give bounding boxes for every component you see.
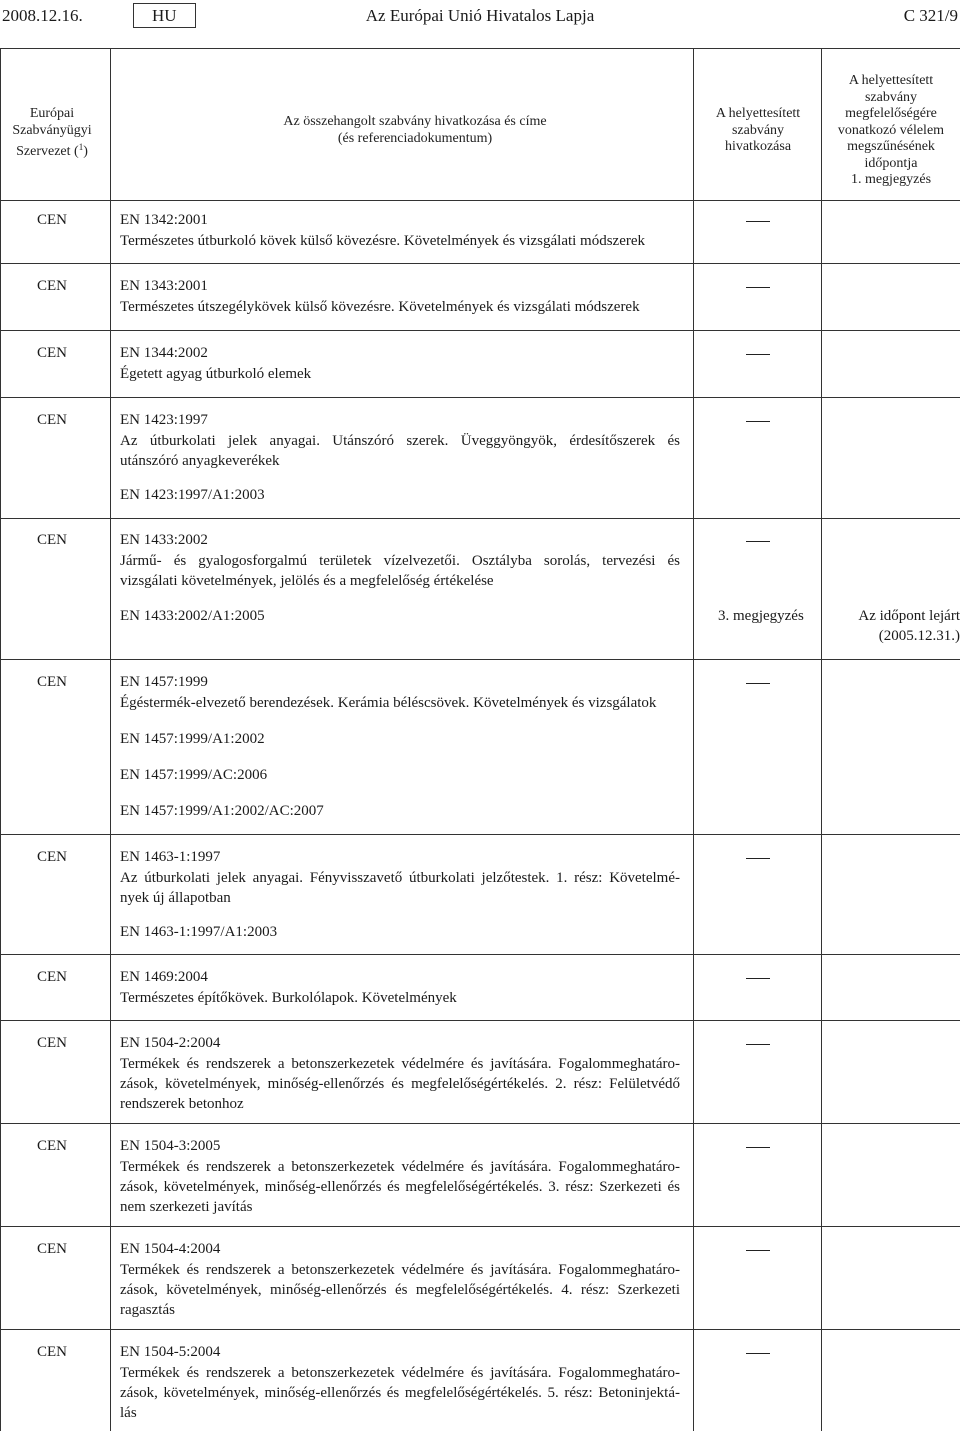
column-divider-org xyxy=(110,48,111,1431)
row-divider xyxy=(0,397,960,398)
organization-cell: CEN xyxy=(37,969,67,985)
header-org-line: Európai xyxy=(29,106,75,121)
standard-title: Az útburkolati jelek anyagai. Fényvisszavető útburkolati jelzőtestek. 1. rész: Követelmé- xyxy=(120,870,680,886)
row-divider xyxy=(0,1226,960,1227)
column-divider-ref xyxy=(693,48,694,1431)
header-superseded xyxy=(698,106,818,156)
no-superseded-dash xyxy=(746,421,770,422)
header-sup-line: A helyettesített xyxy=(715,106,801,121)
standard-reference: EN 1342:2001 xyxy=(120,212,208,228)
amendment-reference: EN 1457:1999/AC:2006 xyxy=(120,767,268,783)
standard-reference: EN 1433:2002 xyxy=(120,532,208,548)
header-date-line: időpontja xyxy=(864,155,918,171)
header-org-text: Szervezet ( xyxy=(16,144,79,159)
organization-cell: CEN xyxy=(37,849,67,865)
row-divider xyxy=(0,518,960,519)
organization-cell: CEN xyxy=(37,532,67,548)
amendment-reference: EN 1463-1:1997/A1:2003 xyxy=(120,924,278,940)
table-border-left xyxy=(0,48,1,1431)
page-number: C 321/9 xyxy=(903,6,958,25)
header-reference xyxy=(115,114,715,147)
standard-title: lás xyxy=(120,1405,137,1421)
header-sup-line: hivatkozása xyxy=(724,139,792,154)
standard-title: zások, követelmények, minőség-ellenőrzés és megfelelőségértékelés. 5. rész: Betoninjektá- xyxy=(120,1385,680,1401)
standard-title: Termékek és rendszerek a betonszerkezetek védelmére és javítására. Fogalommeghatáro- xyxy=(120,1262,680,1278)
column-divider-sup xyxy=(821,48,822,1431)
standard-title: Termékek és rendszerek a betonszerkezetek védelmére és javítására. Fogalommeghatáro- xyxy=(120,1056,680,1072)
row-divider xyxy=(0,263,960,264)
standard-title: Égéstermék-elvezető berendezések. Kerámia béléscsövek. Követelmények és vizsgálatok xyxy=(120,695,657,711)
organization-cell: CEN xyxy=(37,1035,67,1051)
row-divider xyxy=(0,1329,960,1330)
header-org-line xyxy=(0,139,104,161)
standard-title: ragasztás xyxy=(120,1302,175,1318)
standard-title: zások, követelmények, minőség-ellenőrzés és megfelelőségértékelés. 4. rész: Szerkezeti xyxy=(120,1282,680,1298)
no-superseded-dash xyxy=(746,1353,770,1354)
standard-title: Jármű- és gyalogosforgalmú területek vízelvezetői. Osztályba sorolás, tervezési és xyxy=(120,553,680,569)
amendment-reference: EN 1457:1999/A1:2002/AC:2007 xyxy=(120,803,324,819)
note-reference: 3. megjegyzés xyxy=(718,608,804,624)
organization-cell: CEN xyxy=(37,1138,67,1154)
header-cessation-date xyxy=(822,73,960,189)
amendment-reference: EN 1423:1997/A1:2003 xyxy=(120,487,265,503)
journal-title: Az Európai Unió Hivatalos Lapja xyxy=(365,6,595,25)
no-superseded-dash xyxy=(746,354,770,355)
organization-cell: CEN xyxy=(37,345,67,361)
standard-title: Természetes építőkövek. Burkolólapok. Követelmények xyxy=(120,990,457,1006)
row-divider xyxy=(0,834,960,835)
header-date-line: szabvány xyxy=(864,89,918,105)
header-org-text: ) xyxy=(83,144,88,159)
row-divider xyxy=(0,1123,960,1124)
standard-reference: EN 1469:2004 xyxy=(120,969,208,985)
no-superseded-dash xyxy=(746,858,770,859)
publication-date: 2008.12.16. xyxy=(2,6,83,25)
header-organization xyxy=(0,106,104,161)
standard-title: utánszóró anyagkeverékek xyxy=(120,453,280,469)
footnote-ref: 1 xyxy=(78,142,84,152)
header-date-line: megfelelőségére xyxy=(845,106,937,121)
no-superseded-dash xyxy=(746,541,770,542)
header-date-line: vonatkozó vélelem xyxy=(837,122,945,138)
no-superseded-dash xyxy=(746,978,770,979)
standard-title: Termékek és rendszerek a betonszerkezetek védelmére és javítására. Fogalommeghatáro- xyxy=(120,1365,680,1381)
header-date-line: megszűnésének xyxy=(847,139,935,154)
standard-title: zások, követelmények, minőség-ellenőrzés és megfelelőségértékelés. 3. rész: Szerkezeti és xyxy=(120,1179,680,1195)
standard-title: Termékek és rendszerek a betonszerkezetek védelmére és javítására. Fogalommeghatáro- xyxy=(120,1159,680,1175)
organization-cell: CEN xyxy=(37,278,67,294)
table-top-rule xyxy=(0,48,960,49)
no-superseded-dash xyxy=(746,683,770,684)
expiry-date: (2005.12.31.) xyxy=(878,628,960,644)
organization-cell: CEN xyxy=(37,1241,67,1257)
standard-reference: EN 1504-4:2004 xyxy=(120,1241,221,1257)
no-superseded-dash xyxy=(746,287,770,288)
standard-title: Természetes útszegélykövek külső kövezésre. Követelmények és vizsgálati módszerek xyxy=(120,299,640,315)
standard-reference: EN 1457:1999 xyxy=(120,674,208,690)
no-superseded-dash xyxy=(746,1250,770,1251)
organization-cell: CEN xyxy=(37,674,67,690)
organization-cell: CEN xyxy=(37,1344,67,1360)
standard-reference: EN 1343:2001 xyxy=(120,278,208,294)
no-superseded-dash xyxy=(746,1044,770,1045)
no-superseded-dash xyxy=(746,221,770,222)
standard-title: nem szerkezeti javítás xyxy=(120,1199,253,1215)
amendment-reference: EN 1457:1999/A1:2002 xyxy=(120,731,265,747)
standard-title: Természetes útburkoló kövek külső kövezésre. Követelmények és vizsgálati módszerek xyxy=(120,233,646,249)
row-divider xyxy=(0,330,960,331)
standard-title: Égetett agyag útburkoló elemek xyxy=(120,366,312,382)
expiry-status: Az időpont lejárt xyxy=(858,608,960,624)
standard-reference: EN 1504-3:2005 xyxy=(120,1138,221,1154)
header-ref-line: (és referenciadokumentum) xyxy=(337,130,493,146)
standard-reference: EN 1463-1:1997 xyxy=(120,849,221,865)
language-code: HU xyxy=(133,3,196,28)
standard-reference: EN 1504-2:2004 xyxy=(120,1035,221,1051)
standard-title: vizsgálati követelmények, jelölés és a megfelelőség értékelése xyxy=(120,573,494,589)
header-date-line: 1. megjegyzés xyxy=(850,172,932,187)
standard-reference: EN 1344:2002 xyxy=(120,345,208,361)
page-header xyxy=(0,0,960,32)
no-superseded-dash xyxy=(746,1147,770,1148)
table-header-rule xyxy=(0,200,960,201)
standard-title: nyek új állapotban xyxy=(120,890,231,906)
standard-title: rendszerek betonhoz xyxy=(120,1096,244,1112)
row-divider xyxy=(0,659,960,660)
organization-cell: CEN xyxy=(37,212,67,228)
row-divider xyxy=(0,1020,960,1021)
standard-reference: EN 1504-5:2004 xyxy=(120,1344,221,1360)
standard-reference: EN 1423:1997 xyxy=(120,412,208,428)
organization-cell: CEN xyxy=(37,412,67,428)
standard-title: Az útburkolati jelek anyagai. Utánszóró szerek. Üveggyöngyök, érdesítőszerek és xyxy=(120,433,680,449)
header-date-line: A helyettesített xyxy=(848,73,934,88)
header-ref-line: Az összehangolt szabvány hivatkozása és címe xyxy=(283,114,547,129)
amendment-reference: EN 1433:2002/A1:2005 xyxy=(120,608,265,624)
header-sup-line: szabvány xyxy=(731,122,785,138)
header-org-line: Szabványügyi xyxy=(12,122,92,138)
row-divider xyxy=(0,954,960,955)
standard-title: zások, követelmények, minőség-ellenőrzés és megfelelőségértékelés. 2. rész: Felületvédő xyxy=(120,1076,680,1092)
